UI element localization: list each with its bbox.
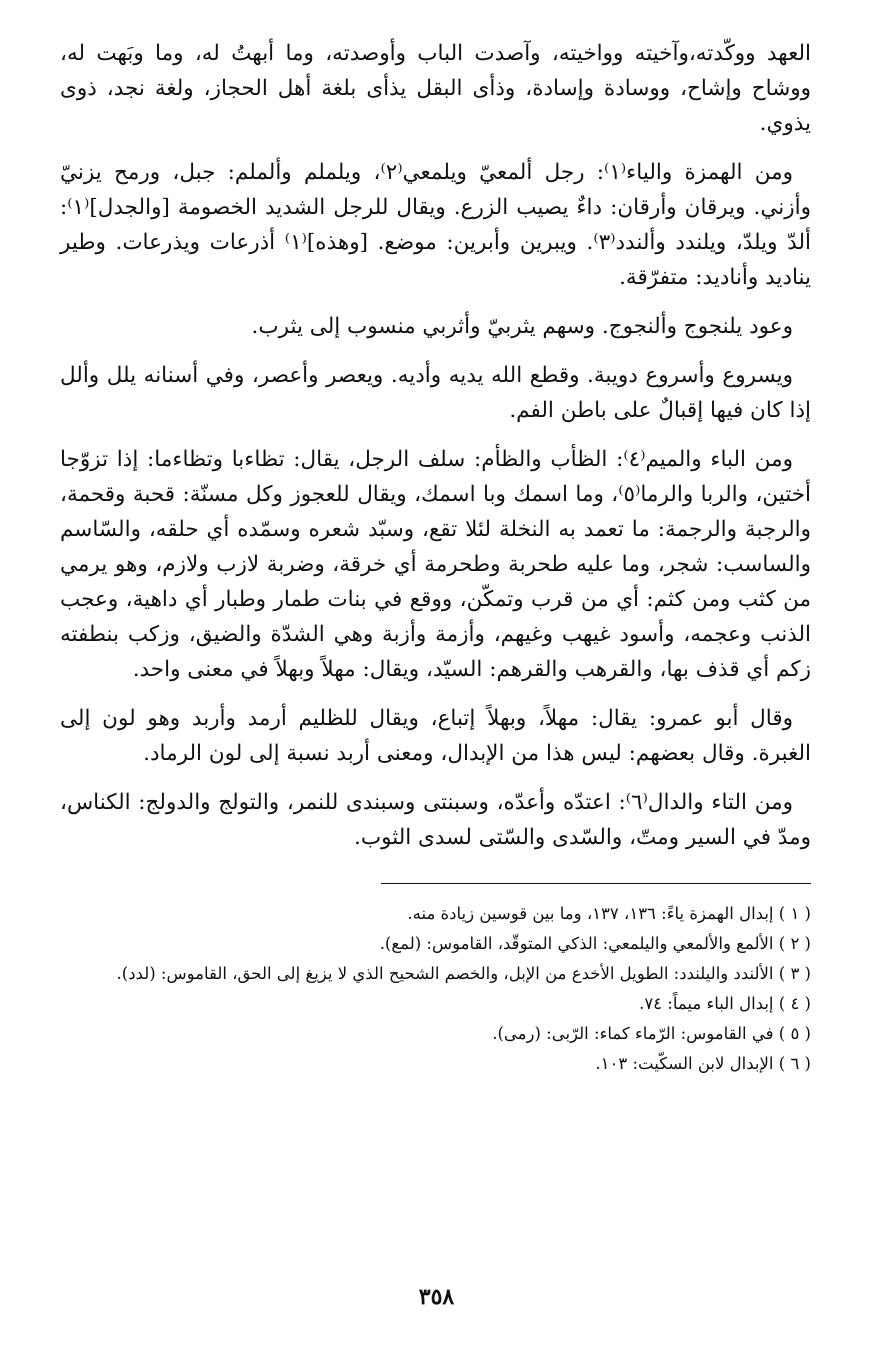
footnote: ( ٥ ) في القاموس: الرّماء كماء: الرّبى: (رمى). xyxy=(492,1024,811,1043)
paragraph: العهد ووكّدته،وآخيته وواخيته، وآصدت الباب وأوصدته، وما أبهتُ له، وما وبَهت له، ووشاح وإشاح، ووسادة وإسادة، وذأى البقل يذأى بلغة أهل الحجاز، ولغة نجد، ذوى يذوي. xyxy=(60,41,811,136)
paragraph: ويسروع وأسروع دويبة. وقطع الله يديه وأديه. ويعصر وأعصر، وفي أسنانه يلل وألل إذا كان فيها إقبالٌ على باطن الفم. xyxy=(60,363,811,423)
footnote: ( ٦ ) الإبدال لابن السكّيت: ١٠٣. xyxy=(595,1054,811,1073)
paragraph: وقال أبو عمرو: يقال: مهلاً، وبهلاً إتباع، ويقال للظليم أرمد وأربد وهو لون إلى الغبرة. وقال بعضهم: ليس هذا من الإبدال، ومعنى أربد نسبة إلى لون الرماد. xyxy=(60,706,811,766)
footnote: ( ٣ ) الألندد واليلندد: الطويل الأخدع من الإبل، والخصم الشحيح الذي لا يزيغ إلى الحق، القاموس: (لدد). xyxy=(116,964,811,983)
footnote: ( ٢ ) الألمع والألمعي واليلمعي: الذكي المتوقّد، القاموس: (لمع). xyxy=(379,934,811,953)
paragraph: ومن الهمزة والياء⁽١⁾: رجل ألمعيّ ويلمعي⁽٢⁾، ويلملم وألملم: جبل، ورمح يزنيّ وأزني. ويرقان وأرقان: داءٌ يصيب الزرع. ويقال للرجل الشديد الخصومة [والجدل]⁽١⁾: ألدّ ويلدّ، ويلندد وألندد⁽٣⁾. ويبرين وأبرين: موضع. [وهذه]⁽١⁾ أذرعات ويذرعات. وطير يناديد وأناديد: متفرّقة. xyxy=(60,160,811,290)
footnotes xyxy=(60,900,811,1078)
paragraph: ومن التاء والدال⁽٦⁾: اعتدّه وأعدّه، وسبنتى وسبندى للنمر، والتولج والدولج: الكناس، ومدّ في السير ومتّ، والسّدى والسّتى لسدى الثوب. xyxy=(60,790,811,850)
paragraph: ومن الباء والميم⁽٤⁾: الظأب والظأم: سلف الرجل، يقال: تظاءبا وتظاءما: إذا تزوّجا أختين، والربا والرما⁽٥⁾، وما اسمك وبا اسمك، ويقال للعجوز وكل مسنّة: قحبة وقحمة، والرجبة والرجمة: ما تعمد به النخلة لئلا تقع، وسبّد شعره وسمّده أي حلقه، والسّاسم والساسب: شجر، وما عليه طحربة وطحرمة أي خرقة، وضربة لازب ولازم، وهو يرمي من كثب ومن كثم: أي من قرب وتمكّن، ووقع في بنات طمار وطبار أي داهية، وعجب الذنب وعجمه، وأسود غيهب وغيهم، وأزمة وأزبة وهي الشدّة والضيق، وزكب بنطفته زكم أي قذف بها، والقرهب والقرهم: السيّد، ويقال: مهلاً وبهلاً في معنى واحد. xyxy=(60,447,811,682)
footnote: ( ١ ) إبدال الهمزة ياءً: ١٣٦، ١٣٧، وما بين قوسين زيادة منه. xyxy=(407,904,811,923)
page-number: ٣٥٨ xyxy=(418,1284,455,1310)
paragraph: وعود يلنجوج وألنجوج. وسهم يثربيّ وأثربي منسوب إلى يثرب. xyxy=(251,314,793,339)
footnote: ( ٤ ) إبدال الباء ميماً: ٧٤. xyxy=(639,994,811,1013)
main-text xyxy=(60,36,811,855)
footnote-separator xyxy=(381,883,811,884)
